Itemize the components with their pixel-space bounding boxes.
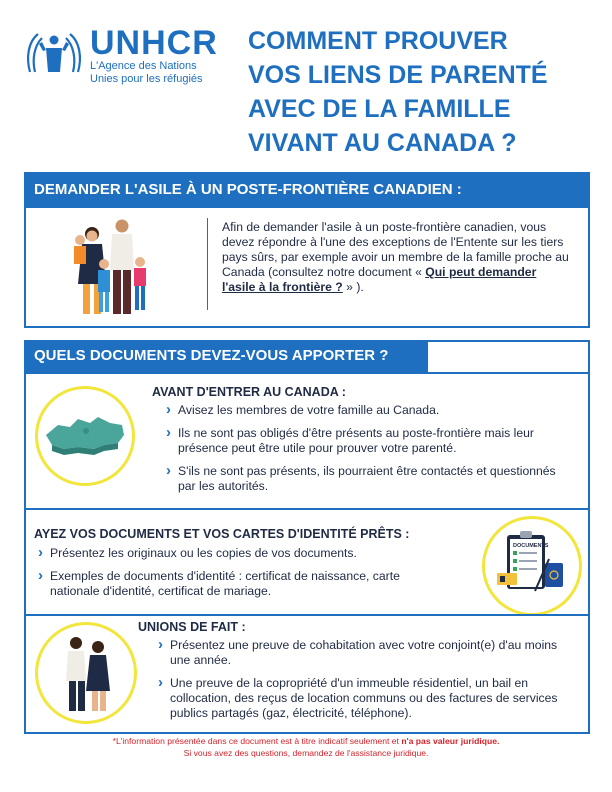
before-entry-subheading: AVANT D'ENTRER AU CANADA :	[152, 385, 346, 399]
title-line: COMMENT PROUVER	[248, 27, 508, 55]
footer-line2: Si vous avez des questions, demandez de l'assistance juridique.	[183, 748, 429, 758]
title-line: VIVANT AU CANADA ?	[248, 129, 517, 157]
list-item: › S'ils ne sont pas présents, ils pourraient être contactés et questionnés par les autorités.	[166, 464, 566, 494]
logo-subtitle-line1: L'Agence des Nations	[90, 60, 197, 72]
title-line: AVEC DE LA FAMILLE	[248, 95, 511, 123]
footer-disclaimer	[0, 735, 612, 759]
logo-wordmark: UNHCR	[90, 24, 218, 62]
logo-subtitle-line2: Unies pour les réfugiés	[90, 73, 203, 85]
family-illustration	[60, 212, 170, 320]
block-separator	[24, 614, 588, 616]
page-title	[248, 24, 608, 160]
common-law-list	[158, 638, 568, 729]
list-item: › Avisez les membres de votre famille au Canada.	[166, 403, 566, 418]
couple-illustration	[35, 622, 137, 724]
documents-ready-subheading: AYEZ VOS DOCUMENTS ET VOS CARTES D'IDENTITÉ PRÊTS :	[34, 527, 410, 541]
list-item: › Une preuve de la copropriété d'un immeuble résidentiel, un bail en collocation, des reçus de location communs ou des factures de services publics partagés (gaz, électricité, téléphone).	[158, 676, 568, 721]
list-item: › Présentez les originaux ou les copies de vos documents.	[38, 546, 418, 561]
asylum-explanation	[222, 220, 572, 295]
footer-disclaimer-text: *L'information présentée dans ce document est à titre indicatif seulement et	[112, 736, 402, 746]
list-item: › Exemples de documents d'identité : certificat de naissance, carte nationale d'identité, certificat de mariage.	[38, 569, 418, 599]
footer-line1	[0, 735, 612, 747]
asylum-explanation-text: Afin de demander l'asile à un poste-frontière canadien, vous devez répondre à l'une des exceptions de l'Entente sur les tiers pays sûrs, par exemple avoir un membre de la famille proche au Canada (consultez notre document «	[222, 220, 569, 279]
documents-clipboard-illustration	[482, 516, 582, 616]
list-item: › Ils ne sont pas obligés d'être présents au poste-frontière mais leur présence peut être utile pour prouver votre parenté.	[166, 426, 566, 456]
common-law-subheading: UNIONS DE FAIT :	[138, 620, 246, 634]
unhcr-emblem-icon	[24, 28, 84, 78]
section-asylum-heading: DEMANDER L'ASILE À UN POSTE-FRONTIÈRE CANADIEN :	[24, 172, 588, 208]
documents-top-line	[24, 372, 588, 374]
title-line: VOS LIENS DE PARENTÉ	[248, 61, 548, 89]
logo-subtitle	[90, 60, 203, 86]
section-divider-vertical	[207, 218, 208, 310]
footer-disclaimer-bold: n'a pas valeur juridique.	[401, 736, 500, 746]
asylum-explanation-end: » ).	[342, 280, 364, 294]
clipboard-label: DOCUMENTS	[513, 543, 549, 549]
list-item: › Présentez une preuve de cohabitation avec votre conjoint(e) d'au moins une année.	[158, 638, 568, 668]
asylum-eligibility-link[interactable]: Qui peut demander l'asile à la frontière ?	[222, 265, 537, 294]
before-entry-list	[166, 403, 566, 502]
canada-map-illustration	[35, 386, 135, 486]
section-documents-heading: QUELS DOCUMENTS DEVEZ-VOUS APPORTER ?	[24, 340, 428, 372]
block-separator	[24, 508, 588, 510]
documents-ready-list	[38, 546, 418, 607]
